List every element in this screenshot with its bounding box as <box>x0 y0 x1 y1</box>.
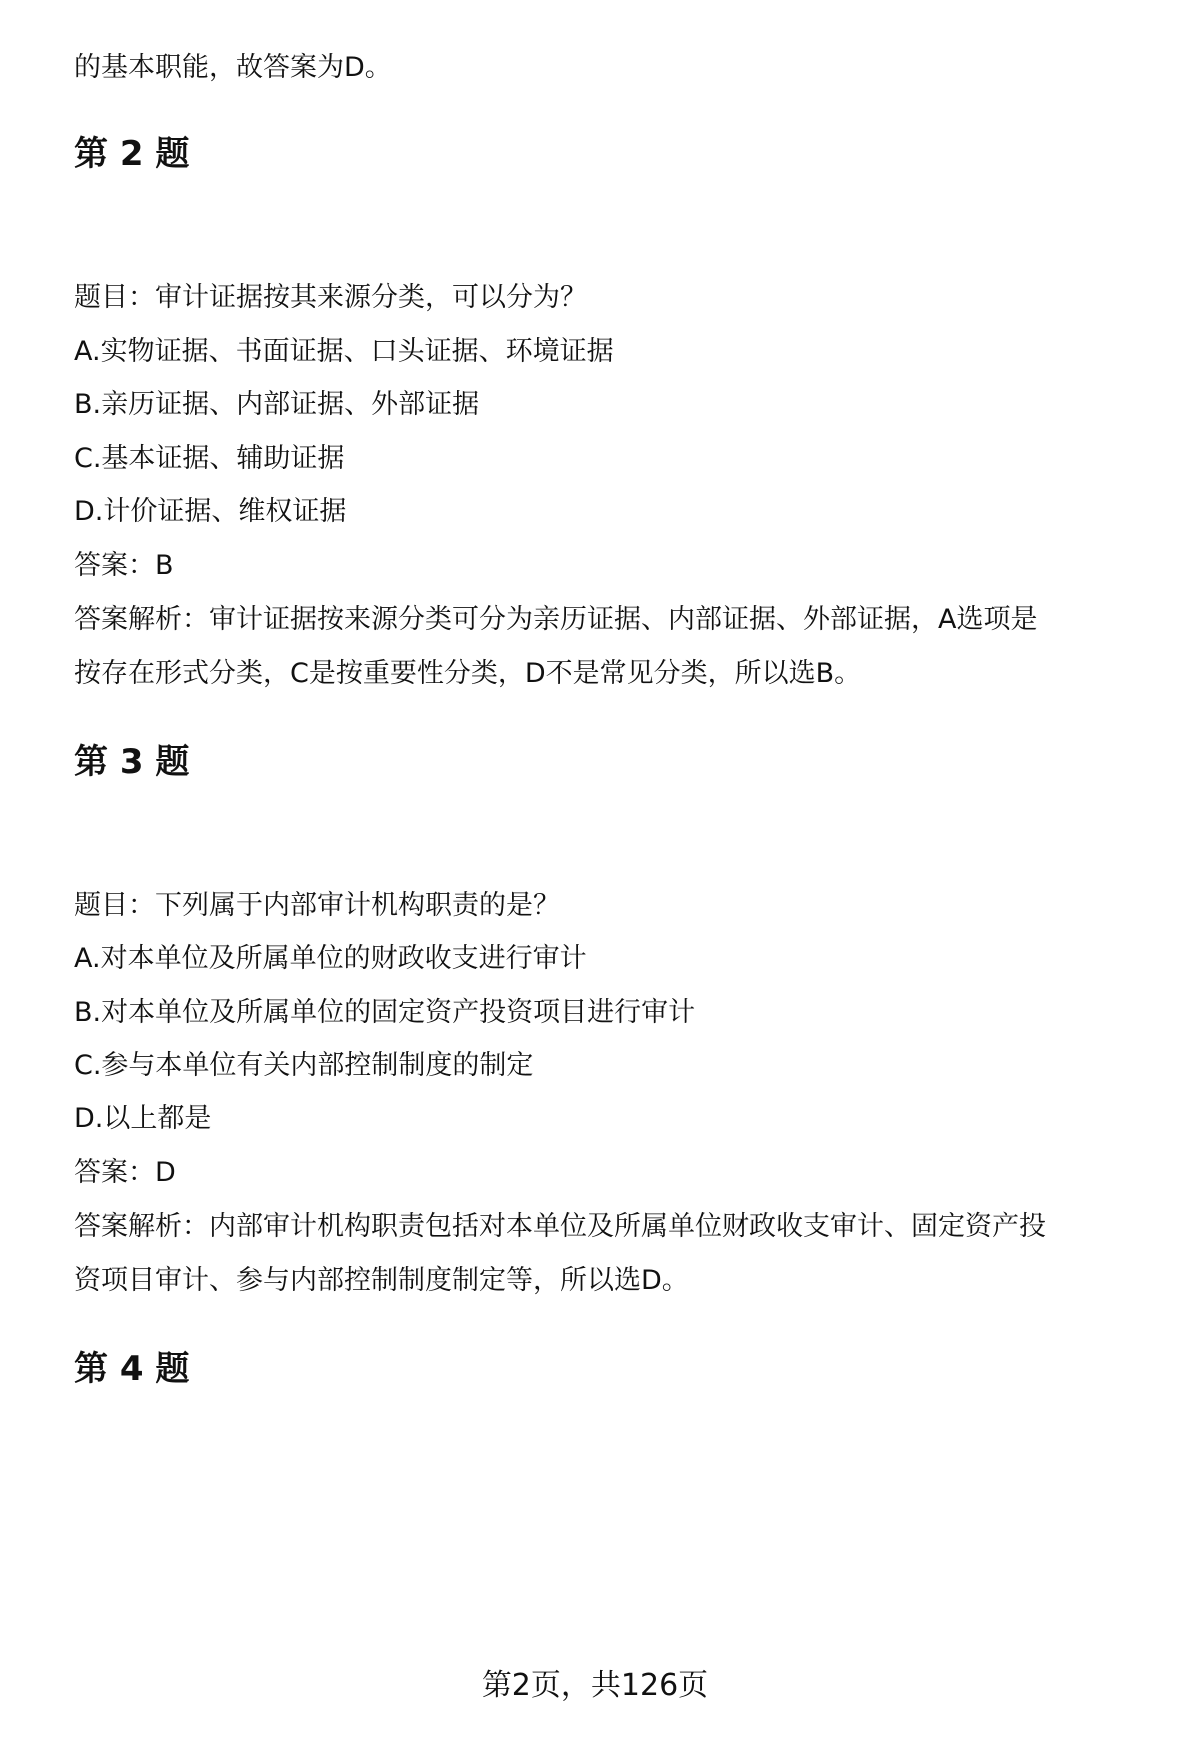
question-2-option-a: A.实物证据、书面证据、口头证据、环境证据 <box>74 336 614 367</box>
question-3-option-d: D.以上都是 <box>74 1103 212 1134</box>
question-3-answer: 答案：D <box>74 1157 176 1188</box>
intro-tail-text: 的基本职能，故答案为D。 <box>74 52 392 83</box>
question-2-stem: 题目：审计证据按其来源分类，可以分为？ <box>74 282 587 313</box>
page-number-footer: 第2页，共126页 <box>481 1668 709 1703</box>
question-3-option-b: B.对本单位及所属单位的固定资产投资项目进行审计 <box>74 997 696 1028</box>
question-3-analysis-line-2: 资项目审计、参与内部控制制度制定等，所以选D。 <box>74 1265 689 1296</box>
question-2-option-d: D.计价证据、维权证据 <box>74 496 347 527</box>
question-3-option-a: A.对本单位及所属单位的财政收支进行审计 <box>74 943 587 974</box>
question-2-answer: 答案：B <box>74 550 174 581</box>
question-2-option-c: C.基本证据、辅助证据 <box>74 443 345 474</box>
question-3-analysis-line-1: 答案解析：内部审计机构职责包括对本单位及所属单位财政收支审计、固定资产投 <box>74 1211 1046 1242</box>
question-4-heading: 第 4 题 <box>74 1349 190 1389</box>
question-3-option-c: C.参与本单位有关内部控制制度的制定 <box>74 1050 534 1081</box>
question-2-analysis-line-1: 答案解析：审计证据按来源分类可分为亲历证据、内部证据、外部证据，A选项是 <box>74 604 1038 635</box>
question-3-heading: 第 3 题 <box>74 742 190 782</box>
question-3-stem: 题目：下列属于内部审计机构职责的是？ <box>74 890 560 921</box>
question-2-analysis-line-2: 按存在形式分类，C是按重要性分类，D不是常见分类，所以选B。 <box>74 658 862 689</box>
question-2-option-b: B.亲历证据、内部证据、外部证据 <box>74 389 480 420</box>
question-2-heading: 第 2 题 <box>74 134 190 174</box>
